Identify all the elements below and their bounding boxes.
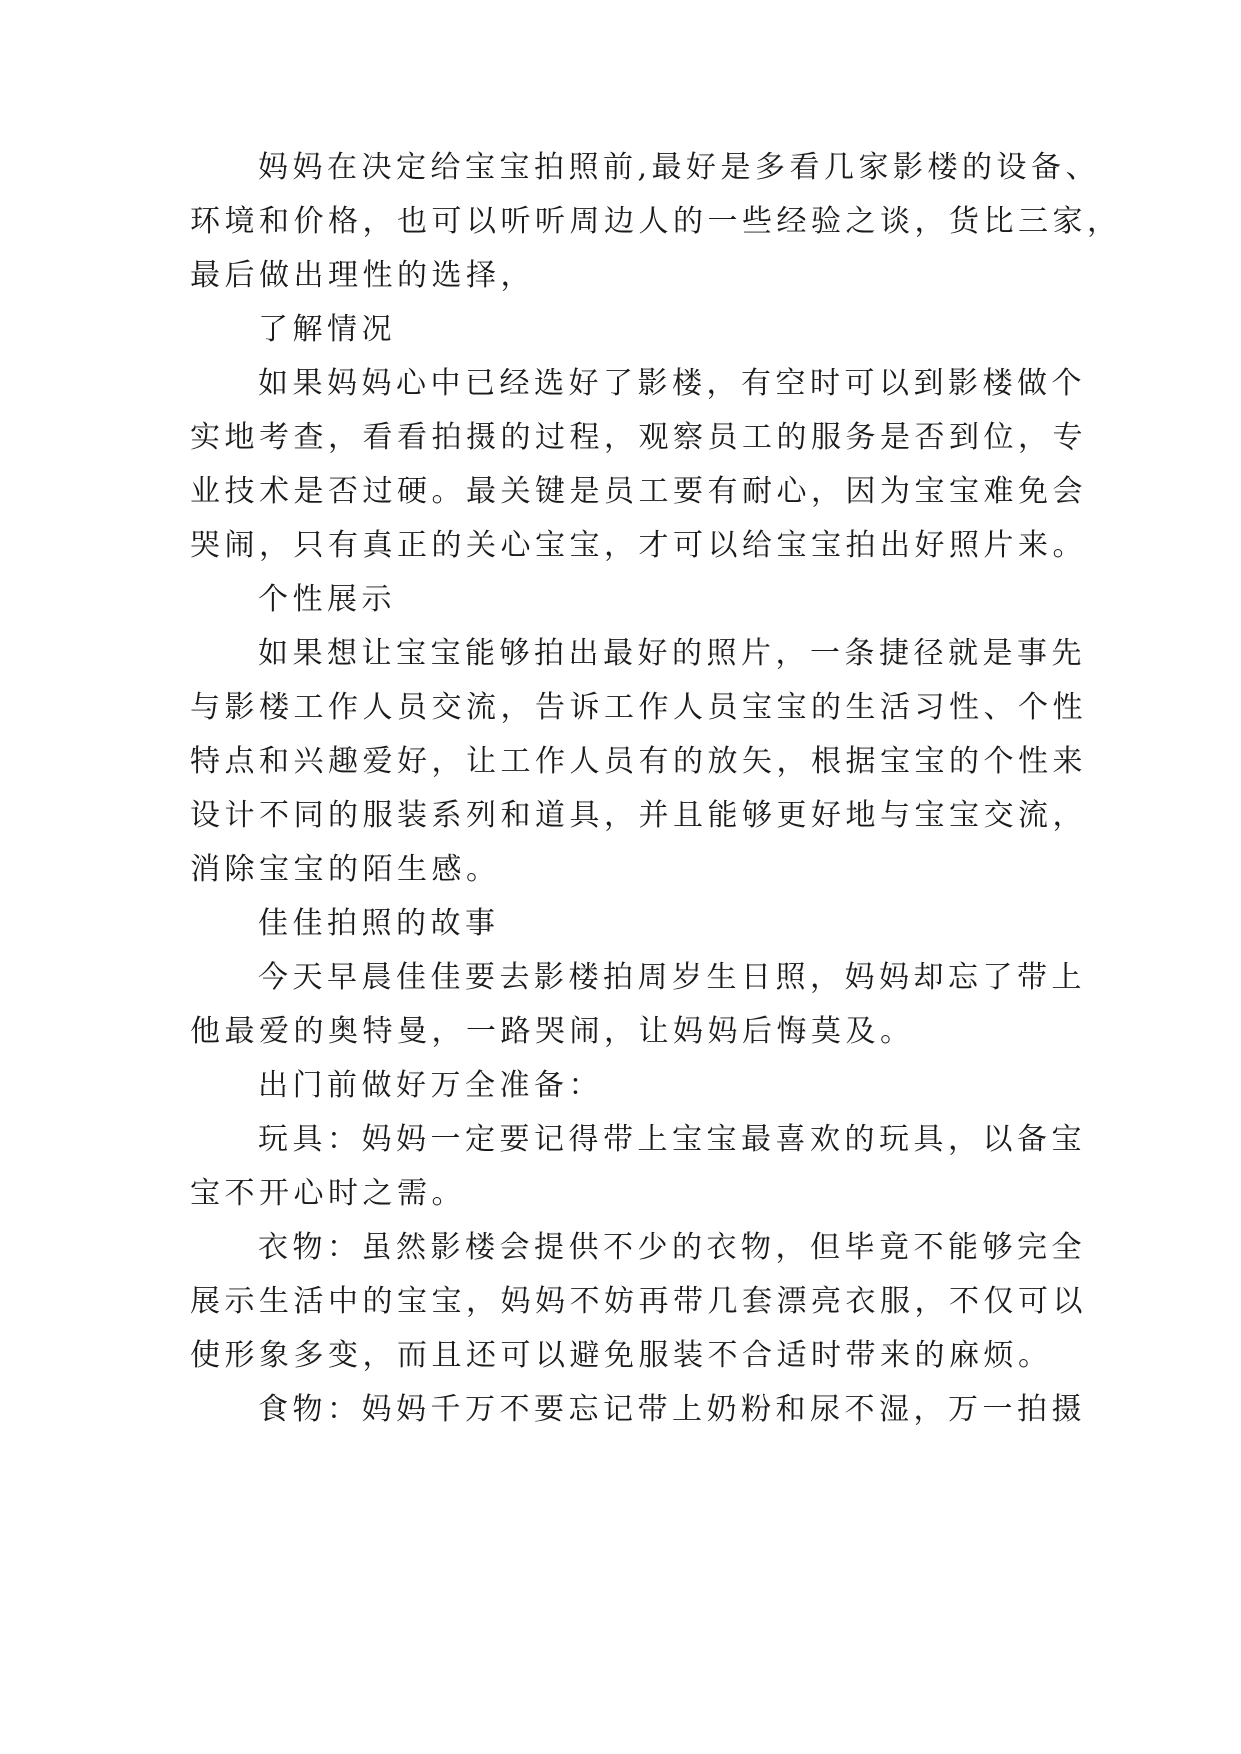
paragraph-line: 他最爱的奥特曼，一路哭闹，让妈妈后悔莫及。 bbox=[190, 1014, 915, 1049]
paragraph-line: 哭闹，只有真正的关心宝宝，才可以给宝宝拍出好照片来。 bbox=[190, 528, 1087, 563]
paragraph-line: 环境和价格，也可以听听周边人的一些经验之谈，货比三家， bbox=[190, 204, 1122, 239]
paragraph-line: 业技术是否过硬。最关键是员工要有耐心，因为宝宝难免会 bbox=[190, 474, 1087, 509]
section-heading: 了解情况 bbox=[258, 312, 396, 347]
paragraph-line: 食物：妈妈千万不要忘记带上奶粉和尿不湿，万一拍摄 bbox=[258, 1392, 1086, 1427]
paragraph-line: 宝不开心时之需。 bbox=[190, 1176, 466, 1211]
paragraph-line: 实地考查，看看拍摄的过程，观察员工的服务是否到位，专 bbox=[190, 420, 1087, 455]
paragraph-line: 与影楼工作人员交流，告诉工作人员宝宝的生活习性、个性 bbox=[190, 690, 1087, 725]
paragraph-line: 如果妈妈心中已经选好了影楼，有空时可以到影楼做个 bbox=[258, 366, 1086, 401]
paragraph-line: 今天早晨佳佳要去影楼拍周岁生日照，妈妈却忘了带上 bbox=[258, 960, 1086, 995]
paragraph-line: 使形象多变，而且还可以避免服装不合适时带来的麻烦。 bbox=[190, 1338, 1053, 1373]
paragraph-line: 玩具：妈妈一定要记得带上宝宝最喜欢的玩具，以备宝 bbox=[258, 1122, 1086, 1157]
paragraph-line: 最后做出理性的选择， bbox=[190, 258, 535, 293]
paragraph-line: 如果想让宝宝能够拍出最好的照片，一条捷径就是事先 bbox=[258, 636, 1086, 671]
paragraph-line: 展示生活中的宝宝，妈妈不妨再带几套漂亮衣服，不仅可以 bbox=[190, 1284, 1087, 1319]
paragraph-line: 设计不同的服装系列和道具，并且能够更好地与宝宝交流， bbox=[190, 798, 1087, 833]
paragraph-line: 衣物：虽然影楼会提供不少的衣物，但毕竟不能够完全 bbox=[258, 1230, 1086, 1265]
paragraph-line: 出门前做好万全准备： bbox=[258, 1068, 603, 1103]
section-heading: 佳佳拍照的故事 bbox=[258, 906, 500, 941]
paragraph-line: 消除宝宝的陌生感。 bbox=[190, 852, 501, 887]
paragraph-line: 妈妈在决定给宝宝拍照前,最好是多看几家影楼的设备、 bbox=[258, 150, 1101, 185]
paragraph-line: 特点和兴趣爱好，让工作人员有的放矢，根据宝宝的个性来 bbox=[190, 744, 1087, 779]
section-heading: 个性展示 bbox=[258, 582, 396, 617]
